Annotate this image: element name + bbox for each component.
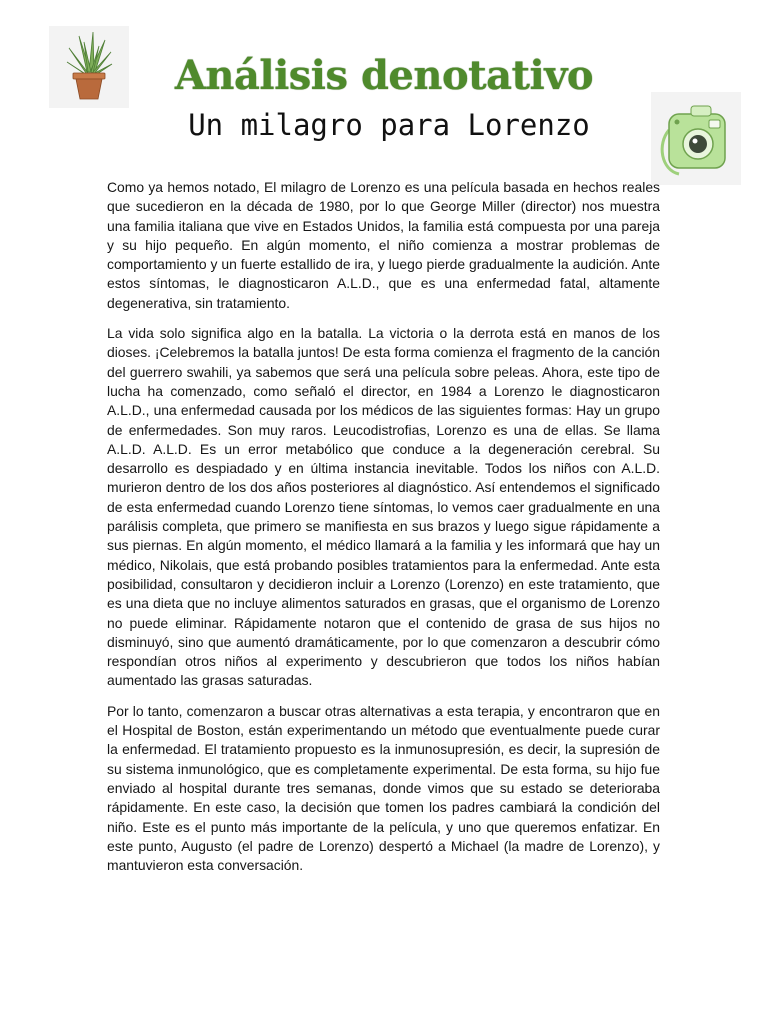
page-subtitle: Un milagro para Lorenzo [188,108,590,142]
paragraph-3: Por lo tanto, comenzaron a buscar otras alternativas a esta terapia, y encontraron que en el Hospital de Boston, están experimentando un método que eventualmente puede curar la enfermedad. El tratamiento propuesto es la inmunosupresión, es decir, la supresión de su sistema inmunológico, que es completamente experimental. De esta forma, su hijo fue enviado al hospital durante tres semanas, donde vimos que su estado se deterioraba rápidamente. En este caso, la decisión que tomen los padres cambiará la condición del niño. Este es el punto más importante de la película, y uno que queremos enfatizar. En este punto, Augusto (el padre de Lorenzo) despertó a Michael (la madre de Lorenzo), y mantuvieron esta conversación. [107,702,660,874]
paragraph-1: Como ya hemos notado, El milagro de Lorenzo es una película basada en hechos reales que sucedieron en la década de 1980, por lo que George Miller (director) nos muestra una familia italiana que vive en Estados Unidos, la familia está compuesta por una pareja y su hijo pequeño. En algún momento, el niño comienza a mostrar problemas de comportamiento y un fuerte estallido de ira, y luego pierde gradualmente la audición. Ante estos síntomas, le diagnosticaron A.L.D., que es una enfermedad fatal, altamente degenerativa, sin tratamiento. [107,179,660,311]
document-body [107,178,660,886]
page-title: Análisis denotativo [174,52,594,99]
paragraph-2: La vida solo significa algo en la batalla. La victoria o la derrota está en manos de los dioses. ¡Celebremos la batalla juntos! De esta forma comienza el fragmento de la canción del guerrero swahili, ya sabemos que será una película sobre peleas. Ahora, este tipo de lucha ha comenzado, como señaló el director, en 1984 a Lorenzo le diagnosticaron A.L.D., una enfermedad causada por los médicos de las siguientes formas: Hay un grupo de enfermedades. Son muy raros. Leucodistrofias, Lorenzo es una de ellas. Se llama A.L.D. A.L.D. Es un error metabólico que conduce a la degeneración cerebral. Su desarrollo es despiadado y en última instancia inevitable. Todos los niños con A.L.D. murieron dentro de los dos años posteriores al diagnóstico. Así entendemos el significado de esta enfermedad cuando Lorenzo tiene síntomas, lo vemos caer gradualmente en una parálisis completa, que primero se manifiesta en sus brazos y luego sigue rápidamente a sus piernas. En algún momento, el médico llamará a la familia y les informará que hay un médico, Nikolais, que está probando posibles tratamientos para la enfermedad. Ante esta posibilidad, consultaron y decidieron incluir a Lorenzo (Lorenzo) en este tratamiento, que es una dieta que no incluye alimentos saturados en grasas, que el organismo de Lorenzo no puede eliminar. Rápidamente notaron que el contenido de grasa de sus hijos no disminuyó, sino que aumentó dramáticamente, por lo que comenzaron a descubrir cómo respondían otros niños al experimento y descubrieron que todos los niños habían aumentado las grasas saturadas. [107,325,660,689]
